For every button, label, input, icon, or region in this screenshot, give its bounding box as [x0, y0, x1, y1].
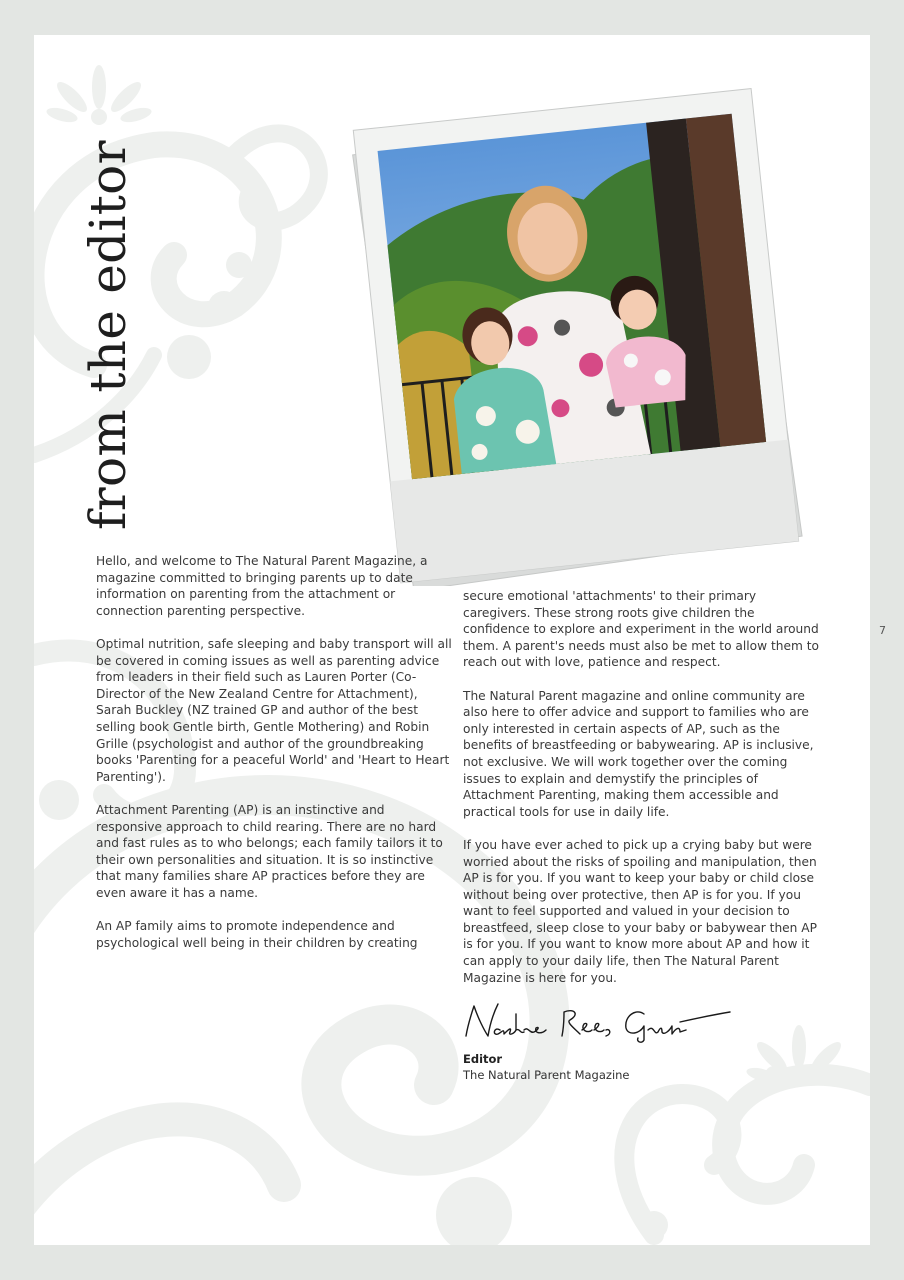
article-column-right — [463, 588, 823, 1003]
article-column-left — [96, 553, 452, 968]
paragraph: An AP family aims to promote independence and psychological well being in their children by creating — [96, 919, 418, 950]
signature-organization: The Natural Parent Magazine — [463, 1068, 630, 1082]
polaroid-photo — [338, 66, 808, 586]
photo-icon — [338, 66, 808, 586]
signature-role: Editor — [463, 1052, 503, 1066]
paragraph: Optimal nutrition, safe sleeping and baby transport will all be covered in coming issues as well as parenting advice from leaders in their field such as Lauren Porter (Co-Director of the New Zealand Centre for Attachment), Sarah Buckley (NZ trained GP and author of the best selling book Gentle birth, Gentle Mothering) and Robin Grille (psychologist and author of the groundbreaking books 'Parenting for a peaceful World' and 'Heart to Heart Parenting'). — [96, 636, 452, 784]
editor-signature — [458, 1000, 733, 1046]
page-number: 7 — [879, 624, 886, 637]
paragraph: If you have ever ached to pick up a crying baby but were worried about the risks of spoiling and manipulation, then AP is for you. If you want to keep your baby or child close without being over protective, then AP is for you. If you want to feel supported and valued in your decision to breastfeed, sleep close to your baby or babywear then AP is for you. If you want to know more about AP and how it can apply to your daily life, then The Natural Parent Magazine is here for you. — [463, 837, 817, 985]
paragraph: secure emotional 'attachments' to their primary caregivers. These strong roots give children the confidence to explore and experiment in the world around them. A parent's needs must also be met to allow them to reach out with love, patience and respect. — [463, 589, 819, 670]
paragraph: The Natural Parent magazine and online community are also here to offer advice and support to families who are only interested in certain aspects of AP, such as the benefits of breastfeeding or babywearing. AP is inclusive, not exclusive. We will work together over the coming issues to explain and demystify the principles of Attachment Parenting, making them accessible and practical tools for use in daily life. — [463, 688, 814, 819]
paragraph: Attachment Parenting (AP) is an instinctive and responsive approach to child rearing. There are no hard and fast rules as to who belongs; each family tailors it to their own personalities and situation. It is so instinctive that many families share AP practices before they are even aware it has a name. — [96, 802, 443, 900]
page-title: from the editor — [79, 140, 137, 530]
paragraph: Hello, and welcome to The Natural Parent Magazine, a magazine committed to bringing parents up to date information on parenting from the attachment or connection parenting perspective. — [96, 554, 428, 618]
